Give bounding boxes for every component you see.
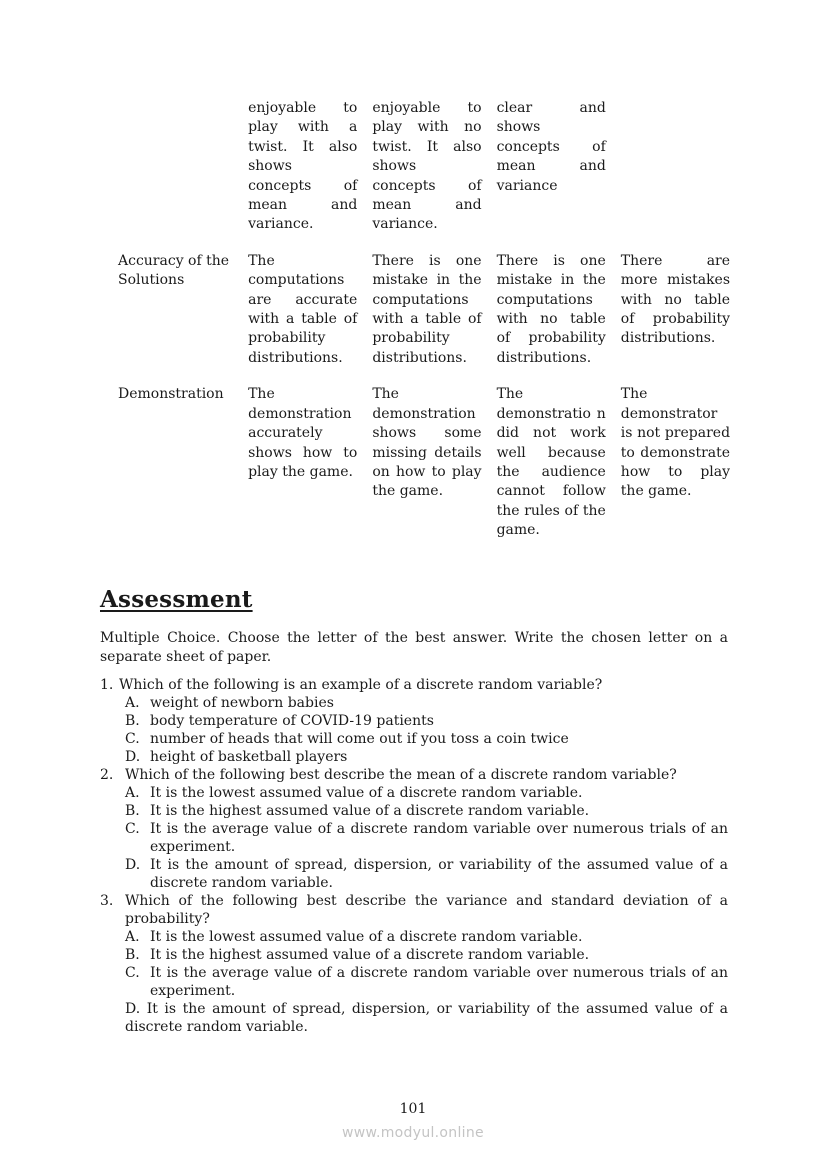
question-number: 1. (100, 677, 114, 693)
option-a: A. It is the lowest assumed value of a discrete random variable. (125, 785, 583, 801)
rubric-cell-very-good: The demonstration shows some missing details on how to play the game. (372, 386, 482, 500)
section-heading: Assessment (100, 586, 253, 613)
rubric-table (118, 99, 730, 541)
option-list (125, 928, 728, 1036)
rubric-row-demonstration (118, 385, 730, 540)
rubric-cell-good: The demonstratio n did not work well because the audience cannot follow the rules of the game. (496, 386, 606, 539)
instructions: Multiple Choice. Choose the letter of the best answer. Write the chosen letter on a separate sheet of paper. (100, 630, 728, 665)
rubric-cell-excellent: The demonstration accurately shows how to play the game. (248, 386, 358, 480)
rubric-cell-very-good: There is one mistake in the computations with a table of probability distributions. (372, 252, 482, 366)
option-b: B. It is the highest assumed value of a discrete random variable. (125, 803, 590, 819)
option-b: B. It is the highest assumed value of a discrete random variable. (125, 947, 590, 963)
rubric-criterion (118, 99, 248, 235)
rubric-cell-needs-improvement: There are more mistakes with no table of probability distributions. (620, 252, 731, 347)
option-c: C. It is the average value of a discrete random variable over numerous trials of an experiment. (125, 821, 728, 855)
question-2 (100, 766, 728, 892)
rubric-cell-excellent: enjoyable to play with a twist. It also shows concepts of mean and variance. (248, 100, 358, 233)
page-number: 101 (399, 1101, 427, 1117)
option-b: B. body temperature of COVID-19 patients (125, 713, 434, 729)
option-c: C. number of heads that will come out if you toss a coin twice (125, 731, 569, 747)
rubric-row-accuracy (118, 252, 730, 368)
question-text: Which of the following best describe the variance and standard deviation of a probability? (125, 893, 728, 927)
question-1 (100, 676, 728, 766)
rubric-cell-very-good: enjoyable to play with no twist. It also shows concepts of mean and variance. (372, 100, 482, 233)
option-c: C. It is the average value of a discrete random variable over numerous trials of an experiment. (125, 965, 728, 999)
rubric-criterion: Accuracy of the Solutions (118, 252, 230, 289)
option-list (125, 784, 728, 892)
rubric-row-continuation (118, 99, 730, 235)
option-d: D. It is the amount of spread, dispersion, or variability of the assumed value of a discrete random variable. (125, 1001, 728, 1035)
rubric-criterion: Demonstration (118, 386, 224, 403)
rubric-cell-needs-improvement (621, 99, 730, 235)
watermark: www.modyul.online (342, 1125, 484, 1141)
option-a: A. weight of newborn babies (125, 695, 334, 711)
rubric-cell-good: There is one mistake in the computations with no table of probability distributions. (496, 252, 606, 366)
option-d: D. height of basketball players (125, 749, 348, 765)
question-text: Which of the following is an example of a discrete random variable? (119, 677, 603, 693)
rubric-cell-good: clear and shows concepts of mean and variance (496, 100, 606, 194)
option-d: D. It is the amount of spread, dispersion, or variability of the assumed value of a discrete random variable. (125, 857, 728, 891)
option-a: A. It is the lowest assumed value of a discrete random variable. (125, 929, 583, 945)
question-3 (100, 892, 728, 1036)
option-list (125, 694, 728, 766)
question-number: 3. (100, 893, 114, 909)
question-text: Which of the following best describe the mean of a discrete random variable? (125, 767, 677, 783)
rubric-cell-excellent: The computations are accurate with a table of probability distributions. (248, 252, 358, 366)
question-number: 2. (100, 767, 114, 783)
rubric-cell-needs-improvement: The demonstrator is not prepared to demonstrate how to play the game. (620, 386, 731, 500)
question-list (100, 676, 728, 1036)
